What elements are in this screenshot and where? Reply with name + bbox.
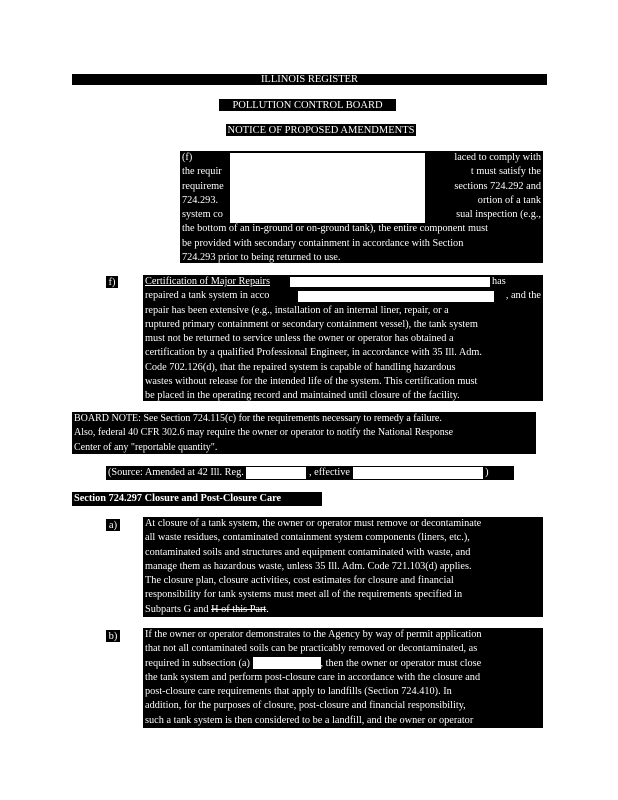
para-f-line: (f)	[182, 152, 193, 163]
para-b-line: the tank system and perform post-closure care in accordance with the closure and	[145, 671, 481, 683]
para-g-line: repaired a tank system in acco	[145, 290, 270, 302]
para-f-right-fragments	[425, 151, 543, 223]
para-a-line: responsibility for tank systems must meet all of the requirements specified in	[145, 589, 463, 601]
para-b-line: such a tank system is then considered to be a landfill, and the owner or operator	[145, 714, 474, 726]
source-line	[106, 466, 514, 480]
para-g-line: be placed in the operating record and maintained until closure of the facility.	[145, 390, 460, 402]
para-b-label: b)	[106, 630, 120, 642]
para-b-line3: required in subsection (a) , then the owner or operator must close	[145, 657, 482, 669]
notice-title: NOTICE OF PROPOSED AMENDMENTS	[227, 125, 415, 136]
board-title: POLLUTION CONTROL BOARD	[232, 100, 383, 111]
para-f-fragment: sual inspection (e.g.,	[456, 209, 541, 221]
para-g-line: repair has been extensive (e.g., installation of an internal liner, repair, or a	[145, 304, 449, 316]
register-title: ILLINOIS REGISTER	[260, 74, 359, 85]
section-heading	[72, 492, 322, 506]
para-a-last-line: Subparts G and H of this Part.	[145, 603, 269, 615]
para-a-label: a)	[106, 519, 120, 531]
para-b-line: that not all contaminated soils can be practicably removed or decontaminated, as	[145, 643, 478, 655]
board-note	[72, 412, 536, 454]
board-note-line: Also, federal 40 CFR 302.6 may require the owner or operator to notify the National Response	[74, 427, 454, 439]
para-f-line: 724.293 prior to being returned to use.	[182, 252, 341, 264]
para-f-line: the bottom of an in-ground or on-ground tank), the entire component must	[182, 223, 488, 235]
redaction	[298, 291, 494, 302]
para-g-line: Code 702.126(d), that the repaired system is capable of handling hazardous	[145, 361, 456, 373]
board-note-line: BOARD NOTE: See Section 724.115(c) for the requirements necessary to remedy a failure.	[74, 413, 442, 424]
para-b-line: addition, for the purposes of closure, post-closure and financial responsibility,	[145, 700, 466, 712]
para-a-line: At closure of a tank system, the owner or operator must remove or decontaminate	[145, 518, 482, 529]
para-a-line: The closure plan, closure activities, cost estimates for closure and financial	[145, 575, 454, 587]
paragraph-b	[143, 628, 543, 728]
para-g-fragment-2: , and the	[494, 289, 543, 303]
para-f-line: requireme	[182, 180, 224, 192]
para-g-line: must not be returned to service unless the owner or operator has obtained a	[145, 333, 454, 345]
source-suffix: )	[485, 467, 489, 478]
source-prefix: (Source: Amended at 42 Ill. Reg.	[108, 467, 244, 478]
para-g-label: f)	[106, 276, 118, 288]
para-f-fragment: ortion of a tank	[477, 194, 541, 206]
para-g-line: Certification of Major Repairs	[145, 276, 270, 287]
struck-text: H of this Part	[211, 603, 267, 615]
section-title: Section 724.297 Closure and Post-Closure Care	[74, 493, 282, 504]
para-g-line: certification by a qualified Professional Engineer, in accordance with 35 Ill. Adm.	[145, 347, 482, 359]
board-note-line: Center of any "reportable quantity".	[74, 441, 218, 453]
para-f-line: 724.293.	[182, 194, 219, 206]
para-b-line: If the owner or operator demonstrates to the Agency by way of permit application	[145, 629, 482, 640]
register-header	[72, 74, 547, 85]
paragraph-a	[143, 517, 543, 617]
para-f-fragment: laced to comply with	[454, 152, 541, 163]
para-f-line: system co	[182, 209, 223, 221]
para-g-fragment-1: has	[490, 275, 543, 289]
para-g-line: ruptured primary containment or secondary containment vessel), the tank system	[145, 318, 478, 330]
para-a-line: manage them as hazardous waste, unless 35 Ill. Adm. Code 721.103(d) applies.	[145, 560, 472, 572]
para-f-line: the requir	[182, 166, 222, 178]
source-middle: , effective	[309, 467, 350, 478]
para-f-fragment: sections 724.292 and	[454, 180, 541, 192]
para-b-line: post-closure care requirements that apply to landfills (Section 724.410). In	[145, 686, 452, 698]
para-f-line: be provided with secondary containment in accordance with Section	[182, 237, 464, 249]
para-f-fragment: t must satisfy the	[470, 166, 541, 178]
para-a-line: contaminated soils and structures and equipment contaminated with waste, and	[145, 546, 471, 558]
para-a-line: all waste residues, contaminated containment system components (liners, etc.),	[145, 532, 470, 544]
redaction	[290, 277, 490, 287]
redaction	[230, 153, 425, 223]
notice-header	[226, 124, 416, 136]
board-header	[219, 99, 396, 111]
para-g-line: wastes without release for the intended life of the system. This certification must	[145, 376, 478, 388]
